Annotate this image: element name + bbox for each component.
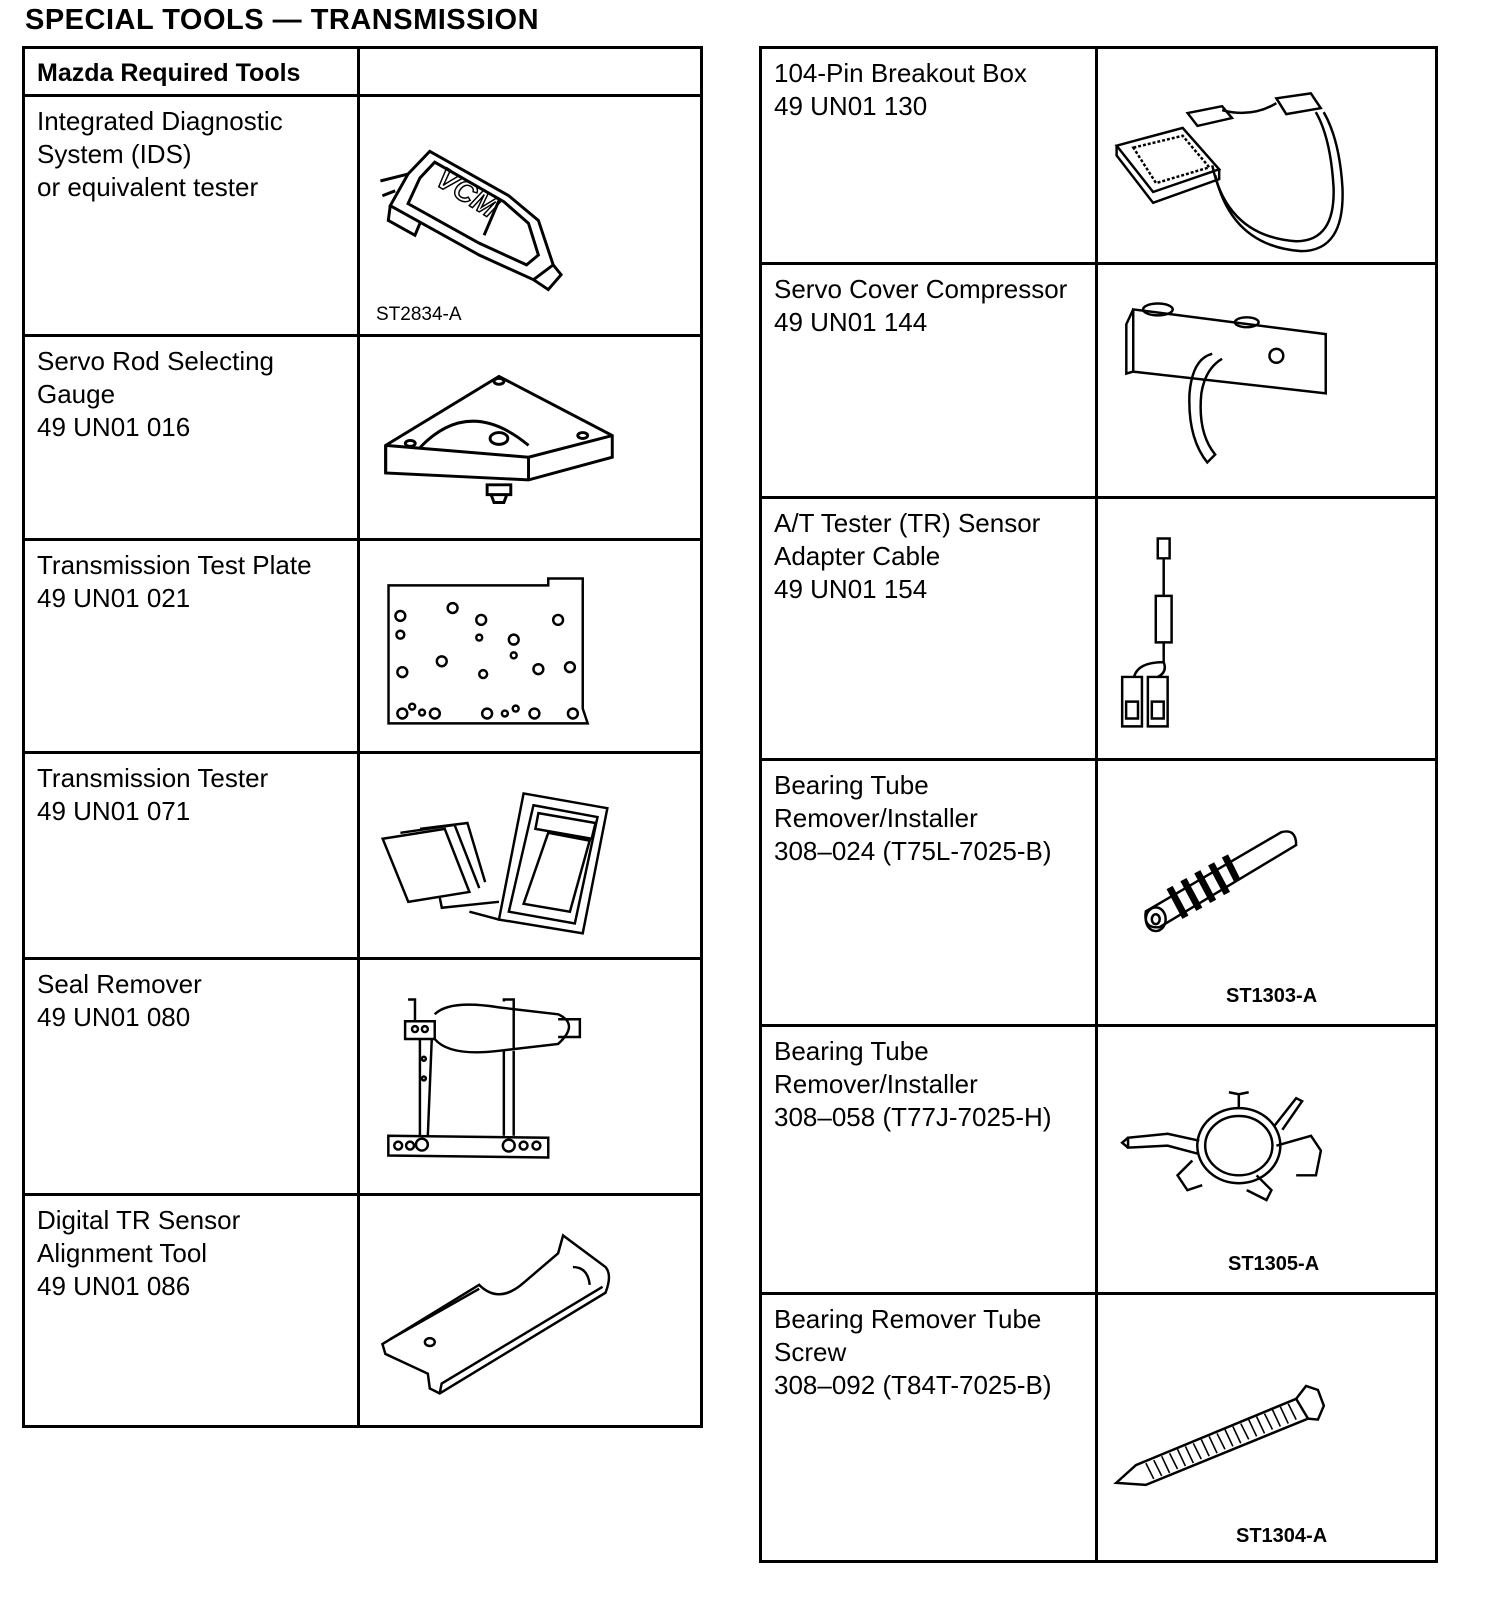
figure-code: ST1304-A bbox=[1236, 1525, 1328, 1547]
tool-name-line: A/T Tester (TR) Sensor bbox=[774, 508, 1041, 538]
page-title: SPECIAL TOOLS — TRANSMISSION bbox=[25, 4, 540, 36]
tool-name bbox=[25, 337, 357, 444]
table-row bbox=[761, 1026, 1437, 1294]
tool-name bbox=[762, 761, 1095, 868]
tool-name-line: 49 UN01 154 bbox=[774, 574, 928, 604]
table-row bbox=[761, 760, 1437, 1026]
adapter-cable-icon bbox=[1098, 499, 1435, 758]
tool-name-line: Screw bbox=[774, 1337, 847, 1367]
tool-name-line: 308–058 (T77J-7025-H) bbox=[774, 1102, 1052, 1132]
tool-name-line: Remover/Installer bbox=[774, 1069, 978, 1099]
column-header: Mazda Required Tools bbox=[37, 59, 301, 87]
tool-name bbox=[762, 49, 1095, 123]
tool-name-line: 308–092 (T84T-7025-B) bbox=[774, 1370, 1052, 1400]
tube-screw-icon bbox=[1098, 1295, 1435, 1560]
tool-name-line: Digital TR Sensor bbox=[37, 1205, 241, 1235]
tool-name-line: Remover/Installer bbox=[774, 803, 978, 833]
tr-alignment-tool-icon bbox=[360, 1196, 700, 1425]
tool-name-line: Alignment Tool bbox=[37, 1238, 208, 1268]
tool-name bbox=[762, 499, 1095, 606]
tool-name-line: 49 UN01 130 bbox=[774, 91, 928, 121]
transmission-tester-icon bbox=[360, 754, 700, 957]
seal-remover-icon bbox=[360, 960, 700, 1193]
table-row bbox=[24, 959, 702, 1195]
table-row bbox=[24, 336, 702, 540]
tool-name-line: 49 UN01 016 bbox=[37, 412, 191, 442]
servo-cover-compressor-icon bbox=[1098, 265, 1435, 496]
table-row bbox=[24, 96, 702, 336]
table-row bbox=[24, 540, 702, 753]
tool-name-line: Integrated Diagnostic bbox=[37, 106, 283, 136]
table-row bbox=[761, 498, 1437, 760]
tool-name-line: 49 UN01 144 bbox=[774, 307, 928, 337]
servo-rod-gauge-icon bbox=[360, 337, 700, 538]
left-tools-table bbox=[22, 46, 703, 1428]
table-row bbox=[761, 48, 1437, 264]
table-header-row bbox=[24, 48, 702, 96]
tool-name-line: Bearing Tube bbox=[774, 770, 929, 800]
tool-name-line: 104-Pin Breakout Box bbox=[774, 58, 1027, 88]
figure-code: ST2834-A bbox=[376, 304, 462, 325]
column-header-empty bbox=[359, 48, 702, 96]
tool-name-line: Servo Cover Compressor bbox=[774, 274, 1068, 304]
table-row bbox=[761, 264, 1437, 498]
tool-name-line: 49 UN01 021 bbox=[37, 583, 191, 613]
tool-name-line: or equivalent tester bbox=[37, 172, 259, 202]
tool-name-line: System (IDS) bbox=[37, 139, 192, 169]
tool-name-line: 49 UN01 080 bbox=[37, 1002, 191, 1032]
tool-name bbox=[25, 754, 357, 828]
test-plate-icon bbox=[360, 541, 700, 751]
tool-name-line: 49 UN01 071 bbox=[37, 796, 191, 826]
tool-name-line: 49 UN01 086 bbox=[37, 1271, 191, 1301]
tool-name-line: Transmission Test Plate bbox=[37, 550, 312, 580]
tool-name bbox=[25, 1196, 357, 1303]
figure-code: ST1303-A bbox=[1226, 985, 1318, 1007]
tool-name-line: Bearing Remover Tube bbox=[774, 1304, 1042, 1334]
table-row bbox=[761, 1294, 1437, 1562]
figure-code: ST1305-A bbox=[1228, 1253, 1320, 1275]
right-tools-table bbox=[759, 46, 1438, 1563]
table-row bbox=[24, 1195, 702, 1427]
tool-name bbox=[25, 97, 357, 204]
table-row bbox=[24, 753, 702, 959]
tool-name bbox=[762, 1295, 1095, 1402]
tool-name-line: Servo Rod Selecting bbox=[37, 346, 275, 376]
tool-name bbox=[762, 1027, 1095, 1134]
tool-name-line: Gauge bbox=[37, 379, 116, 409]
breakout-box-icon bbox=[1098, 49, 1435, 262]
tool-name bbox=[25, 541, 357, 615]
tool-name bbox=[762, 265, 1095, 339]
tool-name-line: Seal Remover bbox=[37, 969, 202, 999]
tool-name-line: Transmission Tester bbox=[37, 763, 269, 793]
tool-name-line: Adapter Cable bbox=[774, 541, 941, 571]
vcm-label: VCM bbox=[430, 161, 504, 225]
tool-name-line: Bearing Tube bbox=[774, 1036, 929, 1066]
tool-name bbox=[25, 960, 357, 1034]
tool-name-line: 308–024 (T75L-7025-B) bbox=[774, 836, 1052, 866]
vcm-tester-icon bbox=[360, 97, 700, 334]
